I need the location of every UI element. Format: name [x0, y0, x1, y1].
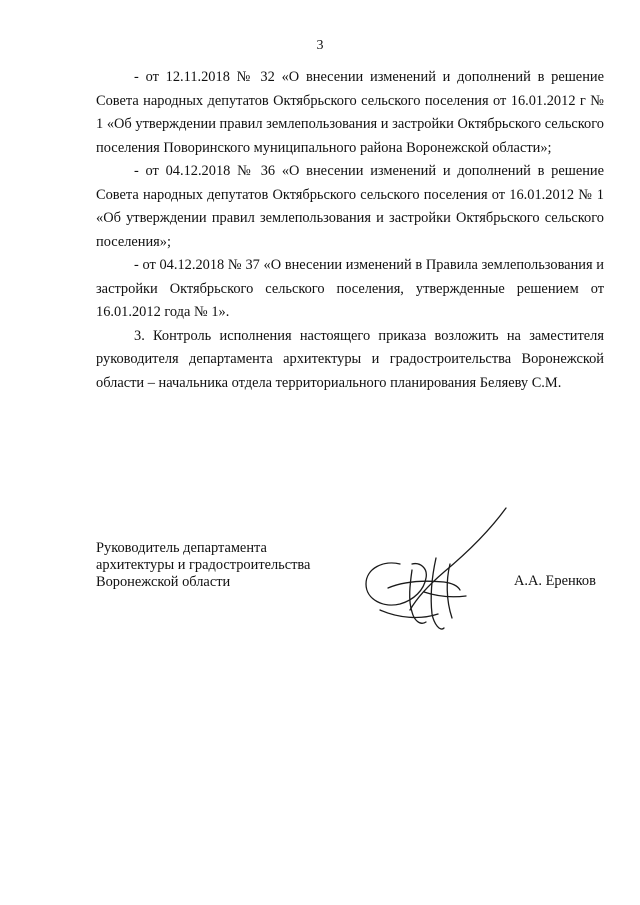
signer-name: А.А. Еренков	[514, 573, 596, 589]
position-line: Руководитель департамента	[96, 540, 267, 556]
position-line: Воронежской области	[96, 574, 231, 590]
paragraph-amendment-37: - от 04.12.2018 № 37 «О внесении изменений в Правила землепользования и застройки Октябрьского сельского поселения, утвержденные решением от 16.01.2012 года № 1».	[96, 257, 604, 320]
paragraph-control-clause: 3. Контроль исполнения настоящего приказа возложить на заместителя руководителя департамента архитектуры и градостроительства Воронежской области – начальника отдела территориального планирования Беляеву С.М.	[96, 327, 604, 391]
paragraph-amendment-32: - от 12.11.2018 № 32 «О внесении изменений и дополнений в решение Совета народных депутатов Октябрьского сельского поселения от 16.01.2012 г № 1 «Об утверждении правил землепользования и застройки Октябрьского сельского поселения Поворинского муниципального района Воронежской области»;	[96, 69, 604, 156]
document-body	[96, 66, 604, 395]
paragraph-amendment-36: - от 04.12.2018 № 36 «О внесении изменений и дополнений в решение Совета народных депутатов Октябрьского сельского поселения от 16.01.2012 № 1 «Об утверждении правил землепользования и застройки Октябрьского сельского поселения»;	[96, 163, 604, 250]
signatory-position	[96, 540, 310, 591]
page-number: 3	[316, 38, 324, 53]
position-line: архитектуры и градостроительства	[96, 557, 311, 573]
handwritten-signature	[340, 500, 530, 640]
